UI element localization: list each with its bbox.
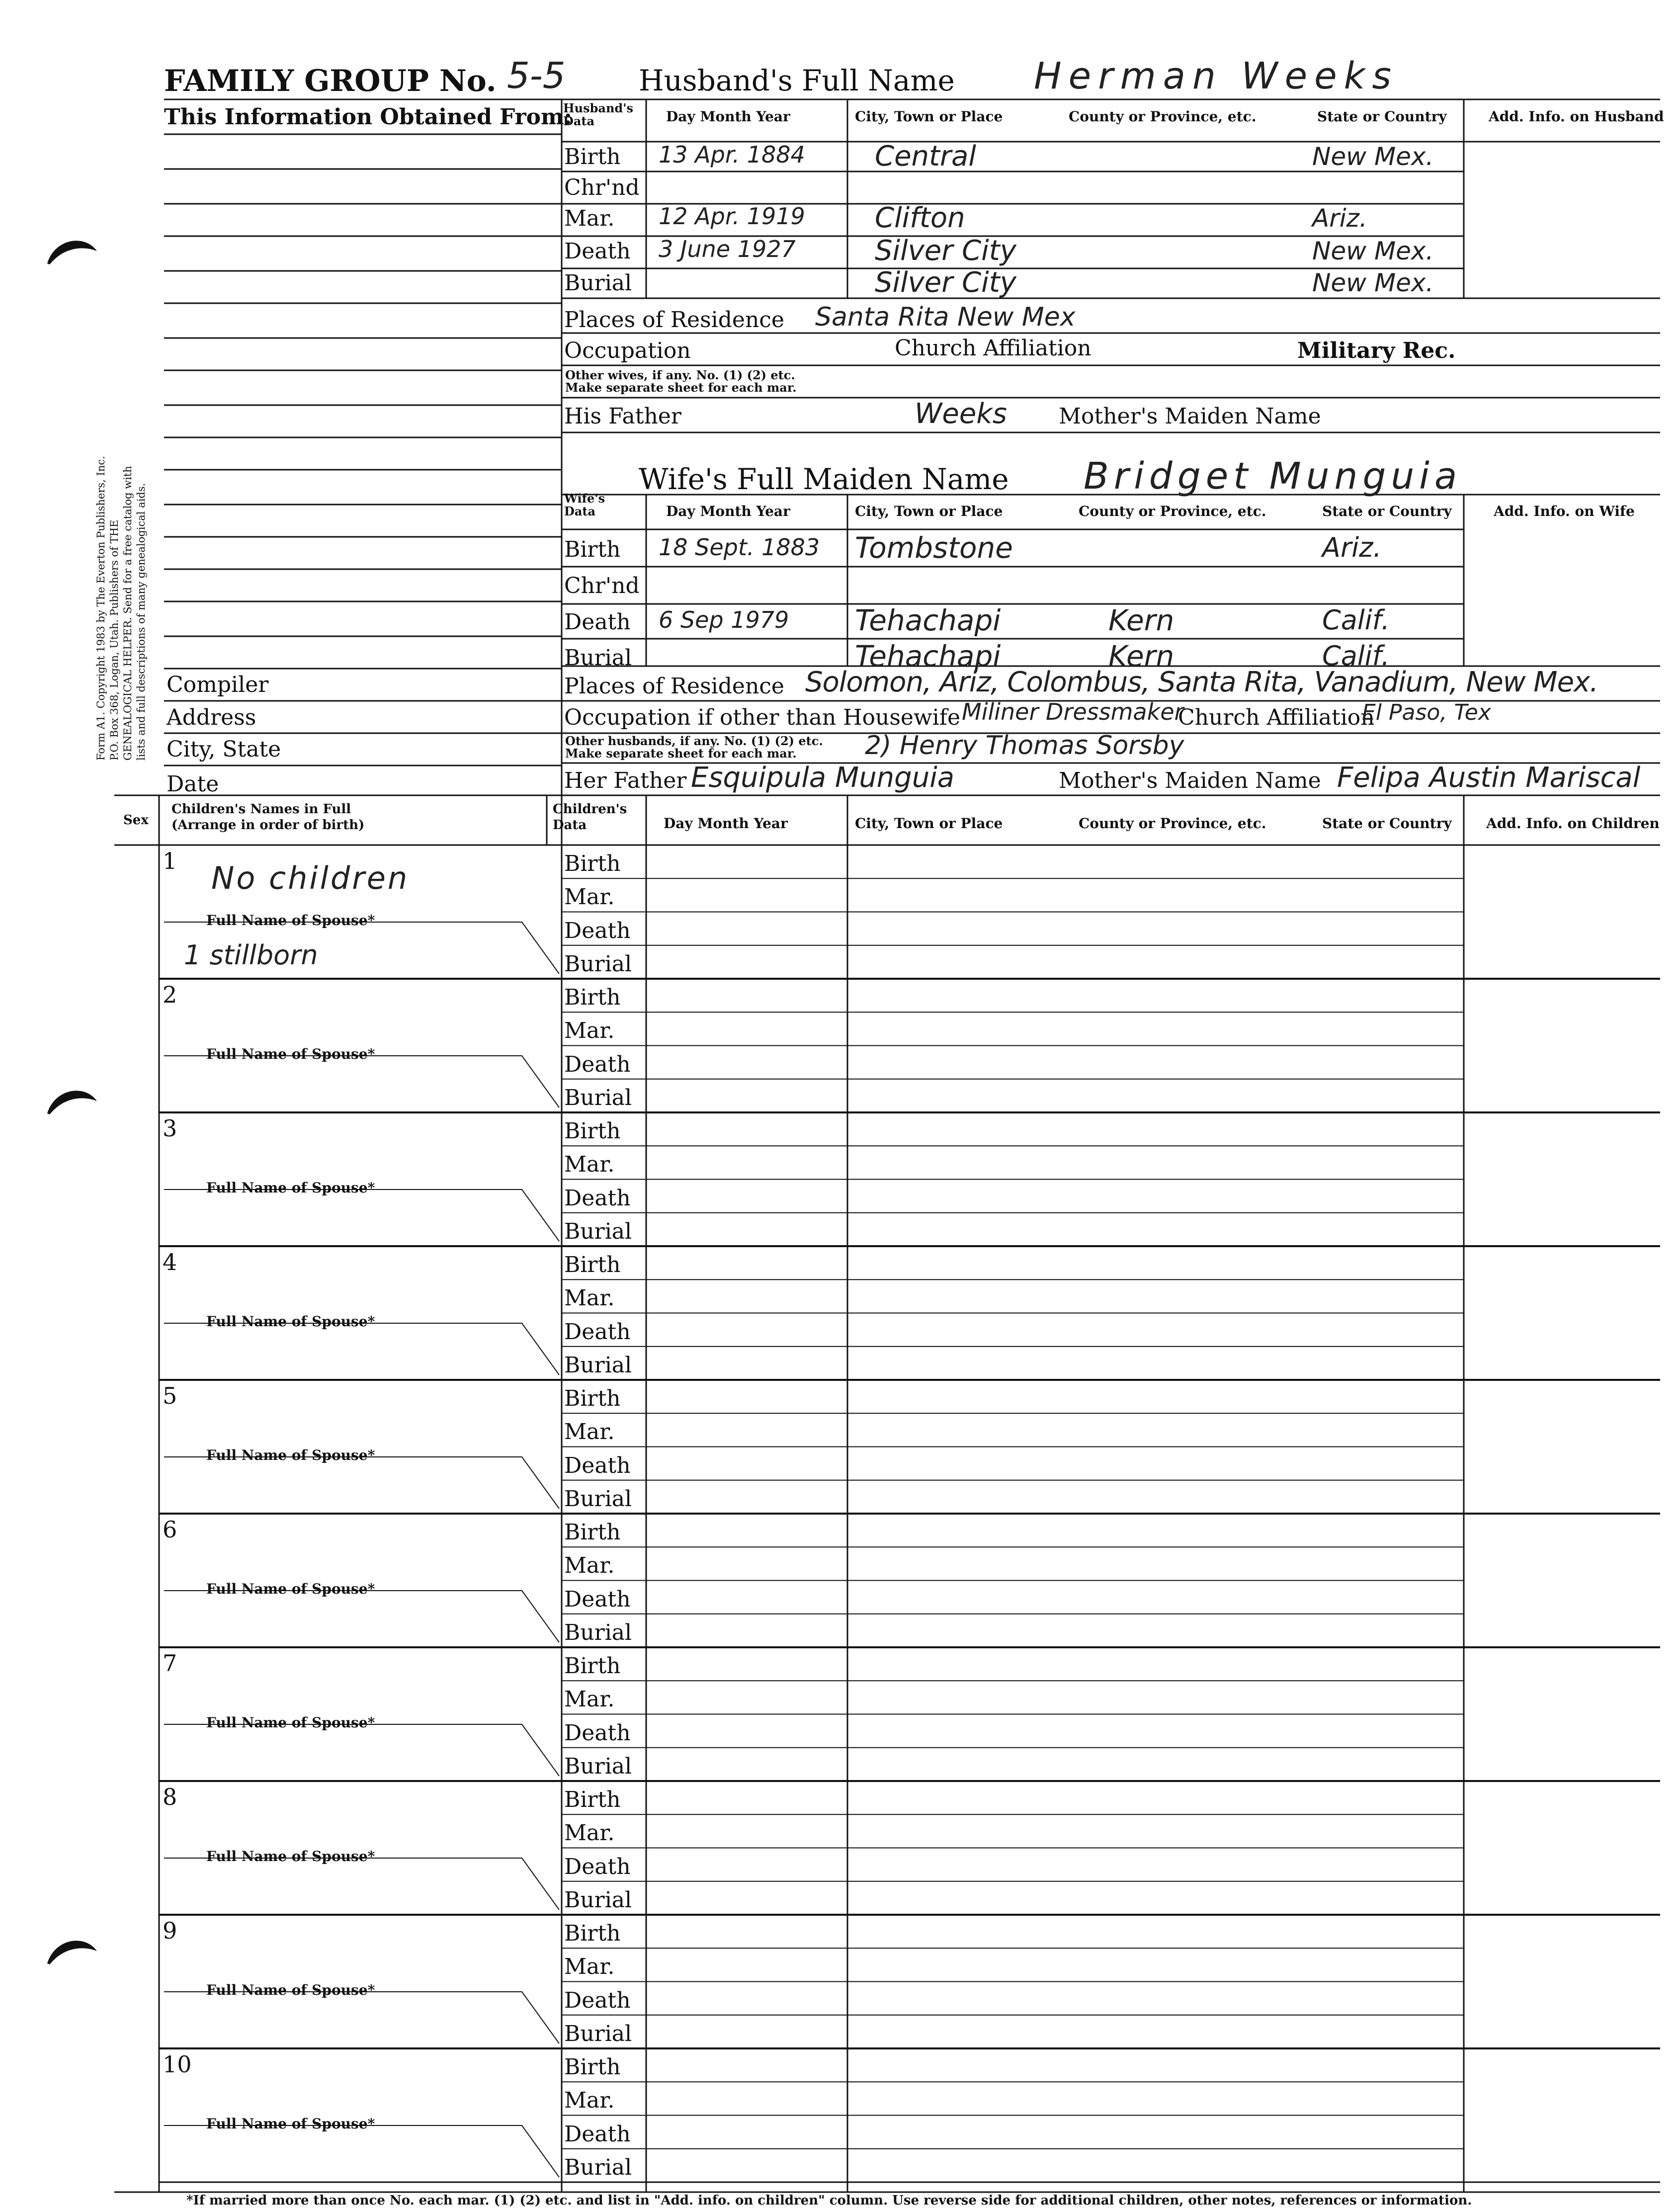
wife-event-label: Birth (564, 537, 621, 562)
spouse-field-rule (164, 1992, 559, 2043)
child-name: No children (211, 860, 410, 896)
child-event-label: Mar. (564, 1954, 615, 1980)
wife-church: El Paso, Tex (1362, 700, 1491, 725)
husband-residence: Santa Rita New Mex (815, 302, 1076, 332)
spouse-label: Full Name of Spouse* (206, 1848, 375, 1865)
child-col-city-header: City, Town or Place (855, 815, 1003, 832)
address-label: Address (167, 705, 256, 730)
her-father: Esquipula Munguia (691, 762, 955, 794)
spouse-label: Full Name of Spouse* (206, 1180, 375, 1196)
child-event-label: Mar. (564, 1285, 615, 1311)
spouse-field-rule (164, 1189, 559, 1241)
husband-event-label: Birth (564, 144, 621, 170)
spouse-field-rule (164, 1858, 559, 1910)
child-event-label: Birth (564, 1787, 621, 1812)
husband-occupation-label: Occupation (564, 338, 691, 363)
husband-event-label: Mar. (564, 206, 615, 231)
wife-col-city-header: City, Town or Place (855, 503, 1003, 519)
col-state-header: State or Country (1317, 108, 1447, 125)
wife-event-county: Kern (1108, 639, 1175, 673)
wife-residence-label: Places of Residence (564, 674, 784, 699)
husband-event-label: Burial (564, 270, 632, 296)
her-mother-label: Mother's Maiden Name (1059, 768, 1321, 793)
wife-col-county-header: County or Province, etc. (1079, 503, 1266, 519)
husband-event-place: Silver City (875, 266, 1016, 299)
col-add-children-header: Add. Info. on Children (1486, 815, 1660, 832)
husband-event-date: 12 Apr. 1919 (659, 203, 805, 230)
husband-church-label: Church Affiliation (895, 336, 1092, 361)
child-event-label: Mar. (564, 1553, 615, 1579)
child-number: 8 (163, 1783, 177, 1810)
wife-col-date-header: Day Month Year (666, 503, 790, 519)
wife-event-label: Chr'nd (564, 573, 640, 598)
child-event-label: Burial (564, 1352, 632, 1378)
wife-church-label: Church Affiliation (1178, 705, 1375, 730)
child-number: 6 (163, 1516, 177, 1543)
child-number: 7 (163, 1650, 177, 1677)
husband-name-label: Husband's Full Name (639, 64, 955, 97)
his-mother-label: Mother's Maiden Name (1059, 404, 1321, 429)
wife-event-county: Kern (1108, 603, 1175, 637)
his-father-label: His Father (564, 404, 681, 429)
child-event-label: Burial (564, 2021, 632, 2046)
child-number: 4 (163, 1249, 177, 1275)
col-date-header: Day Month Year (666, 108, 790, 125)
child-event-label: Death (564, 1051, 631, 1077)
child-event-label: Birth (564, 1118, 621, 1144)
wife-event-state: Calif. (1322, 640, 1390, 672)
husband-military-label: Military Rec. (1297, 338, 1456, 363)
spouse-label: Full Name of Spouse* (206, 912, 375, 929)
children-data-label: Children's Data (553, 802, 627, 833)
child-event-label: Death (564, 1854, 631, 1879)
other-husbands-label: Other husbands, if any. No. (1) (2) etc. Make separate sheet for each mar. (565, 734, 823, 761)
his-father: Weeks (915, 398, 1007, 430)
wife-event-label: Death (564, 609, 631, 635)
child-number: 5 (163, 1382, 177, 1409)
child-event-label: Mar. (564, 2088, 615, 2114)
child-event-label: Burial (564, 1085, 632, 1110)
child-event-label: Death (564, 1452, 631, 1478)
other-husbands: 2) Henry Thomas Sorsby (865, 731, 1184, 761)
spouse-field-rule (164, 1724, 559, 1776)
child-event-label: Death (564, 1720, 631, 1746)
child-number: 1 (163, 848, 177, 874)
wife-occupation-label: Occupation if other than Housewife (564, 705, 961, 730)
col-county-header: County or Province, etc. (1069, 108, 1257, 125)
child-event-label: Death (564, 1987, 631, 2013)
date-label: Date (167, 771, 219, 797)
husband-event-place: Clifton (875, 202, 965, 234)
child-event-label: Mar. (564, 1687, 615, 1712)
wife-col-state-header: State or Country (1322, 503, 1452, 519)
child-event-label: Burial (564, 951, 632, 977)
wife-residence: Solomon, Ariz, Colombus, Santa Rita, Vanadium, New Mex. (805, 666, 1598, 698)
husband-event-label: Chr'nd (564, 175, 640, 200)
husband-event-date: 13 Apr. 1884 (659, 141, 805, 168)
husband-event-state: New Mex. (1312, 237, 1434, 265)
husband-name: Herman Weeks (1034, 55, 1399, 97)
family-group-number: 5-5 (507, 55, 566, 96)
col-add-husband-header: Add. Info. on Husband (1489, 108, 1664, 125)
compiler-label: Compiler (167, 672, 269, 697)
child-event-label: Burial (564, 1753, 632, 1779)
spouse-label: Full Name of Spouse* (206, 1046, 375, 1062)
spouse-field-rule (164, 1591, 559, 1642)
child-event-label: Burial (564, 1887, 632, 1913)
spouse-field-rule (164, 1323, 559, 1375)
wife-event-state: Ariz. (1322, 532, 1382, 563)
wife-name: Bridget Munguia (1084, 455, 1462, 498)
husband-residence-label: Places of Residence (564, 307, 784, 333)
child-number: 3 (163, 1115, 177, 1142)
child-event-label: Death (564, 2121, 631, 2147)
spouse-field-rule (164, 1056, 559, 1107)
child-col-date-header: Day Month Year (664, 815, 788, 832)
col-add-wife-header: Add. Info. on Wife (1494, 503, 1635, 519)
spouse-label: Full Name of Spouse* (206, 1313, 375, 1330)
sex-label: Sex (123, 813, 149, 828)
city-state-label: City, State (167, 737, 281, 762)
footnote: *If married more than once No. each mar. (1) (2) etc. and list in "Add. info. on children" column. Use reverse side for additional children, other notes, references or information. (186, 2193, 1472, 2208)
child-event-label: Mar. (564, 1820, 615, 1846)
spouse-label: Full Name of Spouse* (206, 1714, 375, 1731)
wife-event-place: Tehachapi (855, 603, 1001, 637)
husband-data-label: Husband's Data (563, 101, 634, 128)
child-number: 10 (163, 2051, 192, 2078)
wife-event-place: Tehachapi (855, 639, 1001, 673)
child-event-label: Death (564, 1319, 631, 1345)
child-event-label: Birth (564, 1386, 621, 1411)
other-wives-label: Other wives, if any. No. (1) (2) etc. Make separate sheet for each mar. (565, 368, 797, 395)
wife-event-date: 18 Sept. 1883 (659, 534, 820, 561)
husband-event-place: Central (875, 140, 976, 172)
child-event-label: Burial (564, 1218, 632, 1244)
child-event-label: Birth (564, 1252, 621, 1277)
husband-event-date: 3 June 1927 (659, 236, 796, 262)
spouse-field-rule (164, 2125, 559, 2177)
child-col-state-header: State or Country (1322, 815, 1452, 832)
child-event-label: Death (564, 918, 631, 943)
child-event-label: Burial (564, 2154, 632, 2180)
child-event-label: Mar. (564, 1419, 615, 1445)
wife-event-state: Calif. (1322, 604, 1390, 636)
wife-event-place: Tombstone (855, 531, 1013, 565)
husband-event-label: Death (564, 239, 631, 264)
child-number: 9 (163, 1917, 177, 1944)
spouse-label: Full Name of Spouse* (206, 1447, 375, 1463)
child-event-label: Death (564, 1586, 631, 1612)
child-event-label: Burial (564, 1619, 632, 1645)
spouse-label: Full Name of Spouse* (206, 2116, 375, 2132)
child-event-label: Birth (564, 1921, 621, 1946)
spouse-label: Full Name of Spouse* (206, 1581, 375, 1597)
child-event-label: Mar. (564, 1018, 615, 1044)
child-event-label: Birth (564, 985, 621, 1010)
child-event-label: Birth (564, 1653, 621, 1679)
her-mother: Felipa Austin Mariscal (1337, 762, 1641, 794)
child-event-label: Birth (564, 851, 621, 876)
child-event-label: Mar. (564, 1152, 615, 1178)
wife-event-label: Burial (564, 645, 632, 671)
husband-event-place: Silver City (875, 235, 1016, 267)
child-event-label: Burial (564, 1486, 632, 1512)
spouse-field-rule (164, 1457, 559, 1509)
col-city-header: City, Town or Place (855, 108, 1003, 125)
child-spouse: 1 stillborn (184, 939, 318, 971)
husband-event-state: Ariz. (1312, 204, 1367, 233)
husband-event-state: New Mex. (1312, 142, 1434, 171)
spouse-label: Full Name of Spouse* (206, 1982, 375, 1998)
children-names-label: Children's Names in Full (Arrange in order of birth) (171, 802, 365, 833)
child-event-label: Birth (564, 1520, 621, 1545)
child-col-county-header: County or Province, etc. (1079, 815, 1266, 832)
child-number: 2 (163, 981, 177, 1008)
family-group-label: FAMILY GROUP No. (164, 64, 497, 98)
child-event-label: Birth (564, 2054, 621, 2080)
husband-event-state: New Mex. (1312, 268, 1434, 297)
wife-occupation: Miliner Dressmaker (962, 698, 1184, 725)
her-father-label: Her Father (564, 768, 687, 793)
child-event-label: Death (564, 1185, 631, 1211)
info-obtained-label: This Information Obtained From: (164, 104, 572, 130)
wife-data-label: Wife's Data (564, 491, 605, 518)
copyright-note: Form A1. Copyright 1983 by The Everton Publishers, Inc. P.O. Box 368, Logan, Utah. Publishers of THE GENEALOGICAL HELPER. Send for a free catalog with lists and full descriptions of many genealogical aids. (95, 456, 147, 761)
wife-name-label: Wife's Full Maiden Name (639, 462, 1009, 496)
child-event-label: Mar. (564, 884, 615, 910)
wife-event-date: 6 Sep 1979 (659, 606, 789, 633)
